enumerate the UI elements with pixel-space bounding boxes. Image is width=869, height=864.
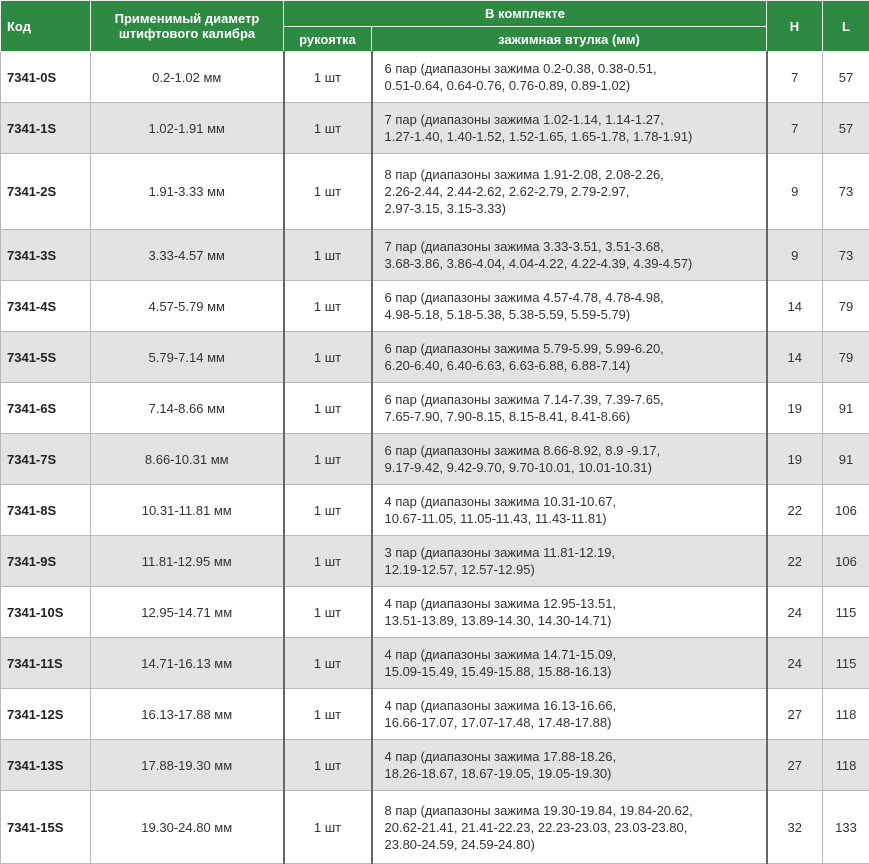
- sleeve-line: 13.51-13.89, 13.89-14.30, 14.30-14.71): [385, 612, 758, 629]
- cell-code: 7341-8S: [1, 485, 91, 536]
- cell-handle: 1 шт: [284, 587, 372, 638]
- sleeve-line: 6.20-6.40, 6.40-6.63, 6.63-6.88, 6.88-7.14): [385, 357, 758, 374]
- cell-handle: 1 шт: [284, 434, 372, 485]
- table-header: [1, 1, 869, 52]
- cell-h: 22: [767, 536, 823, 587]
- cell-h: 24: [767, 587, 823, 638]
- cell-sleeve: [372, 791, 767, 864]
- cell-handle: 1 шт: [284, 281, 372, 332]
- sleeve-line: 20.62-21.41, 21.41-22.23, 22.23-23.03, 23.03-23.80,: [385, 819, 758, 836]
- cell-l: 91: [823, 434, 869, 485]
- cell-range: 12.95-14.71 мм: [91, 587, 284, 638]
- cell-h: 7: [767, 103, 823, 154]
- table-row: [1, 332, 869, 383]
- table-row: [1, 52, 869, 103]
- cell-code: 7341-7S: [1, 434, 91, 485]
- table-row: [1, 103, 869, 154]
- cell-l: 73: [823, 230, 869, 281]
- cell-sleeve: [372, 536, 767, 587]
- cell-l: 73: [823, 154, 869, 230]
- cell-range: 14.71-16.13 мм: [91, 638, 284, 689]
- cell-l: 133: [823, 791, 869, 864]
- sleeve-line: 16.66-17.07, 17.07-17.48, 17.48-17.88): [385, 714, 758, 731]
- sleeve-line: 7.65-7.90, 7.90-8.15, 8.15-8.41, 8.41-8.66): [385, 408, 758, 425]
- cell-l: 57: [823, 103, 869, 154]
- header-handle: рукоятка: [284, 27, 372, 52]
- cell-handle: 1 шт: [284, 638, 372, 689]
- table-body: [1, 52, 869, 864]
- cell-h: 22: [767, 485, 823, 536]
- header-diameter-line2: штифтового калибра: [91, 26, 283, 41]
- cell-h: 19: [767, 434, 823, 485]
- cell-l: 115: [823, 638, 869, 689]
- cell-l: 91: [823, 383, 869, 434]
- cell-l: 79: [823, 281, 869, 332]
- cell-code: 7341-9S: [1, 536, 91, 587]
- cell-handle: 1 шт: [284, 332, 372, 383]
- cell-h: 7: [767, 52, 823, 103]
- cell-code: 7341-1S: [1, 103, 91, 154]
- sleeve-line: 8 пар (диапазоны зажима 1.91-2.08, 2.08-2.26,: [385, 166, 758, 183]
- cell-handle: 1 шт: [284, 485, 372, 536]
- cell-h: 27: [767, 740, 823, 791]
- cell-code: 7341-10S: [1, 587, 91, 638]
- cell-range: 8.66-10.31 мм: [91, 434, 284, 485]
- table-row: [1, 791, 869, 864]
- header-l: L: [823, 1, 869, 52]
- cell-handle: 1 шт: [284, 230, 372, 281]
- header-sleeve: зажимная втулка (мм): [372, 27, 767, 52]
- cell-range: 0.2-1.02 мм: [91, 52, 284, 103]
- cell-sleeve: [372, 103, 767, 154]
- sleeve-line: 6 пар (диапазоны зажима 4.57-4.78, 4.78-4.98,: [385, 289, 758, 306]
- sleeve-line: 6 пар (диапазоны зажима 7.14-7.39, 7.39-7.65,: [385, 391, 758, 408]
- cell-h: 19: [767, 383, 823, 434]
- sleeve-line: 23.80-24.59, 24.59-24.80): [385, 836, 758, 853]
- cell-l: 79: [823, 332, 869, 383]
- table-row: [1, 281, 869, 332]
- header-diameter-line1: Применимый диаметр: [91, 11, 283, 26]
- cell-sleeve: [372, 383, 767, 434]
- sleeve-line: 7 пар (диапазоны зажима 1.02-1.14, 1.14-1.27,: [385, 111, 758, 128]
- cell-code: 7341-12S: [1, 689, 91, 740]
- sleeve-line: 4 пар (диапазоны зажима 10.31-10.67,: [385, 493, 758, 510]
- sleeve-line: 6 пар (диапазоны зажима 0.2-0.38, 0.38-0.51,: [385, 60, 758, 77]
- sleeve-line: 18.26-18.67, 18.67-19.05, 19.05-19.30): [385, 765, 758, 782]
- cell-l: 106: [823, 536, 869, 587]
- cell-sleeve: [372, 281, 767, 332]
- cell-h: 27: [767, 689, 823, 740]
- sleeve-line: 7 пар (диапазоны зажима 3.33-3.51, 3.51-3.68,: [385, 238, 758, 255]
- cell-range: 1.91-3.33 мм: [91, 154, 284, 230]
- cell-handle: 1 шт: [284, 154, 372, 230]
- cell-sleeve: [372, 638, 767, 689]
- sleeve-line: 4 пар (диапазоны зажима 14.71-15.09,: [385, 646, 758, 663]
- cell-l: 118: [823, 740, 869, 791]
- cell-sleeve: [372, 230, 767, 281]
- table-row: [1, 485, 869, 536]
- sleeve-line: 3.68-3.86, 3.86-4.04, 4.04-4.22, 4.22-4.39, 4.39-4.57): [385, 255, 758, 272]
- sleeve-line: 4 пар (диапазоны зажима 12.95-13.51,: [385, 595, 758, 612]
- cell-sleeve: [372, 587, 767, 638]
- cell-sleeve: [372, 485, 767, 536]
- cell-range: 19.30-24.80 мм: [91, 791, 284, 864]
- cell-code: 7341-15S: [1, 791, 91, 864]
- sleeve-line: 9.17-9.42, 9.42-9.70, 9.70-10.01, 10.01-10.31): [385, 459, 758, 476]
- header-kit: В комплекте: [284, 1, 767, 27]
- cell-code: 7341-5S: [1, 332, 91, 383]
- header-code: Код: [1, 1, 91, 52]
- cell-code: 7341-11S: [1, 638, 91, 689]
- sleeve-line: 4 пар (диапазоны зажима 16.13-16.66,: [385, 697, 758, 714]
- cell-range: 11.81-12.95 мм: [91, 536, 284, 587]
- table-row: [1, 536, 869, 587]
- cell-range: 3.33-4.57 мм: [91, 230, 284, 281]
- cell-range: 17.88-19.30 мм: [91, 740, 284, 791]
- cell-handle: 1 шт: [284, 791, 372, 864]
- cell-l: 106: [823, 485, 869, 536]
- sleeve-line: 2.97-3.15, 3.15-3.33): [385, 200, 758, 217]
- cell-range: 10.31-11.81 мм: [91, 485, 284, 536]
- cell-h: 32: [767, 791, 823, 864]
- table-row: [1, 587, 869, 638]
- cell-handle: 1 шт: [284, 689, 372, 740]
- cell-h: 9: [767, 154, 823, 230]
- sleeve-line: 6 пар (диапазоны зажима 8.66-8.92, 8.9 -9.17,: [385, 442, 758, 459]
- sleeve-line: 0.51-0.64, 0.64-0.76, 0.76-0.89, 0.89-1.02): [385, 77, 758, 94]
- sleeve-line: 12.19-12.57, 12.57-12.95): [385, 561, 758, 578]
- cell-h: 24: [767, 638, 823, 689]
- cell-handle: 1 шт: [284, 536, 372, 587]
- sleeve-line: 2.26-2.44, 2.44-2.62, 2.62-2.79, 2.79-2.97,: [385, 183, 758, 200]
- sleeve-line: 10.67-11.05, 11.05-11.43, 11.43-11.81): [385, 510, 758, 527]
- cell-h: 14: [767, 281, 823, 332]
- cell-handle: 1 шт: [284, 52, 372, 103]
- sleeve-line: 6 пар (диапазоны зажима 5.79-5.99, 5.99-6.20,: [385, 340, 758, 357]
- cell-sleeve: [372, 434, 767, 485]
- cell-code: 7341-0S: [1, 52, 91, 103]
- cell-sleeve: [372, 332, 767, 383]
- sleeve-line: 4.98-5.18, 5.18-5.38, 5.38-5.59, 5.59-5.79): [385, 306, 758, 323]
- cell-h: 9: [767, 230, 823, 281]
- cell-l: 118: [823, 689, 869, 740]
- sleeve-line: 4 пар (диапазоны зажима 17.88-18.26,: [385, 748, 758, 765]
- table-row: [1, 434, 869, 485]
- sleeve-line: 8 пар (диапазоны зажима 19.30-19.84, 19.84-20.62,: [385, 802, 758, 819]
- cell-range: 4.57-5.79 мм: [91, 281, 284, 332]
- cell-handle: 1 шт: [284, 383, 372, 434]
- cell-sleeve: [372, 740, 767, 791]
- cell-h: 14: [767, 332, 823, 383]
- sleeve-line: 3 пар (диапазоны зажима 11.81-12.19,: [385, 544, 758, 561]
- sleeve-line: 1.27-1.40, 1.40-1.52, 1.52-1.65, 1.65-1.78, 1.78-1.91): [385, 128, 758, 145]
- cell-code: 7341-3S: [1, 230, 91, 281]
- cell-code: 7341-2S: [1, 154, 91, 230]
- table-row: [1, 740, 869, 791]
- table-row: [1, 638, 869, 689]
- cell-range: 1.02-1.91 мм: [91, 103, 284, 154]
- cell-range: 5.79-7.14 мм: [91, 332, 284, 383]
- cell-code: 7341-4S: [1, 281, 91, 332]
- table-row: [1, 689, 869, 740]
- cell-sleeve: [372, 689, 767, 740]
- cell-range: 7.14-8.66 мм: [91, 383, 284, 434]
- cell-range: 16.13-17.88 мм: [91, 689, 284, 740]
- cell-code: 7341-6S: [1, 383, 91, 434]
- cell-l: 115: [823, 587, 869, 638]
- cell-l: 57: [823, 52, 869, 103]
- cell-sleeve: [372, 52, 767, 103]
- cell-handle: 1 шт: [284, 740, 372, 791]
- table-row: [1, 154, 869, 230]
- cell-code: 7341-13S: [1, 740, 91, 791]
- cell-handle: 1 шт: [284, 103, 372, 154]
- header-h: H: [767, 1, 823, 52]
- table-row: [1, 383, 869, 434]
- header-diameter: [91, 1, 284, 52]
- table-row: [1, 230, 869, 281]
- cell-sleeve: [372, 154, 767, 230]
- sleeve-line: 15.09-15.49, 15.49-15.88, 15.88-16.13): [385, 663, 758, 680]
